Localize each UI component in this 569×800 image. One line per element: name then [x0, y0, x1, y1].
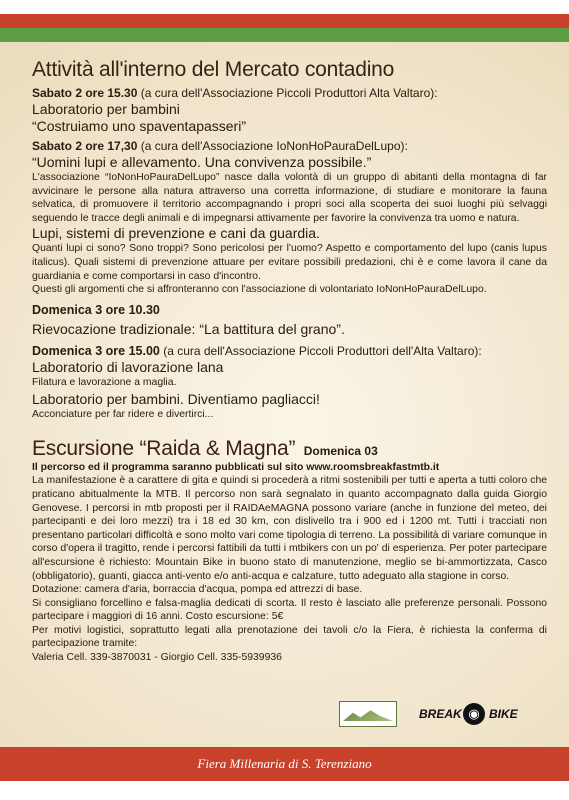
excursion-equipment: Dotazione: camera d'aria, borraccia d'acqua, pompa ed attrezzi di base.	[32, 584, 363, 596]
event-2-title-2: Lupi, sistemi di prevenzione e cani da guardia.	[32, 225, 320, 242]
event-2-description-3: Questi gli argomenti che si affronteranno con l'associazione di volontariato IoNonHoPauraDelLupo.	[32, 284, 487, 296]
event-2-header	[32, 139, 547, 154]
header-red-stripe	[0, 14, 569, 28]
excursion-booking: Per motivi logistici, soprattutto legati alla prenotazione dei tavoli c/o la Fiera, è richiesta la conferma di partecipazione tramite:	[32, 624, 547, 650]
event-3-title: Rievocazione tradizionale: “La battitura del grano”.	[32, 320, 345, 337]
event-2-description: L'associazione “IoNonHoPauraDelLupo” nasce dalla volontà di un gruppo di abitanti della montagna di far avvicinare le persone alla natura attraverso una corretta informazione, di studiare e monitorare la fauna selvatica, di promuovere il territorio accompagnando i propri soci alla scoperta dei suoi luoghi più selvaggi seguendo le tracce degli animali e di impegnarsi attivamente per favorire la convivenza tra uomo e natura.	[32, 172, 547, 224]
header-green-stripe	[0, 28, 569, 42]
event-4-subtitle: Filatura e lavorazione a maglia.	[32, 376, 177, 388]
mountain-icon	[343, 709, 393, 721]
section-title-excursion: Escursione “Raida & Magna”	[32, 436, 296, 460]
excursion-notes: Si consigliano forcellino e falsa-maglia dedicati di scorta. Il resto è lasciato alle preferenze personali. Possono partecipare i maggiori di 16 anni. Costo escursione: 5€	[32, 597, 547, 623]
excursion-website-note: Il percorso ed il programma saranno pubblicati sul sito www.roomsbreakfastmtb.it	[32, 461, 440, 473]
excursion-day: Domenica 03	[303, 443, 378, 458]
event-2-description-2: Quanti lupi ci sono? Sono troppi? Sono pericolosi per l'uomo? Aspetto e comportamento del lupo (canis lupus italicus). Quali sistemi di prevenzione attuare per evitare possibili predazioni, chi è e come lavora il cane da guardiania e come comportarsi in caso d'incontro.	[32, 243, 547, 282]
event-4-title: Laboratorio di lavorazione lana	[32, 358, 224, 375]
event-1-subtitle: “Costruiamo uno spaventapasseri”	[32, 118, 246, 134]
event-2-organizer: (a cura dell'Associazione IoNonHoPauraDelLupo):	[137, 139, 408, 153]
footer-banner: Fiera Millenaria di S. Terenziano	[0, 747, 569, 781]
flyer-content	[32, 58, 547, 665]
event-2-day: Sabato 2 ore 17,30	[32, 139, 138, 153]
event-1-organizer: (a cura dell'Associazione Piccoli Produttori Alta Valtaro):	[137, 86, 438, 100]
break-bike-logo-left: BREAK	[419, 707, 462, 721]
bike-icon: ◉	[463, 703, 485, 725]
event-4-subtitle-2: Acconciature per far ridere e divertirci...	[32, 408, 214, 420]
event-4-header	[32, 344, 547, 359]
section-title-excursion-row	[32, 437, 547, 461]
bottom-margin	[0, 781, 569, 800]
event-3-day: Domenica 3 ore 10.30	[32, 302, 160, 317]
top-margin	[0, 0, 569, 14]
excursion-contacts: Valeria Cell. 339-3870031 - Giorgio Cell. 335-5939936	[32, 652, 282, 664]
event-4-title-2: Laboratorio per bambini. Diventiamo pagliacci!	[32, 390, 320, 407]
event-4-day: Domenica 3 ore 15.00	[32, 343, 160, 358]
event-4-organizer: (a cura dell'Associazione Piccoli Produttori dell'Alta Valtaro):	[159, 343, 482, 358]
event-1-day: Sabato 2 ore 15.30	[32, 86, 138, 100]
event-1-header	[32, 86, 547, 101]
event-1-title: Laboratorio per bambini	[32, 101, 180, 117]
association-logo	[339, 701, 397, 727]
excursion-description: La manifestazione è a carattere di gita e quindi si procederà a ritmi sostenibili per tutti e aperta a tutti coloro che praticano abitualmente la MTB. Il percorso non sarà segnalato in quanto accompagnato dalla guida Giorgio Genovese. I percorsi in mtb proposti per il RAIDAeMAGNA possono variare (anche in funzione del meteo, dei partecipanti e dei loro mezzi) tra i 18 ed 30 km, con dislivello tra i 900 ed i 1200 mt. Tutti i tracciati non presentano particolari difficoltà e sono molto vari come tipologia di terreno. La possibilità di variare comunque in corso d'opera il tragitto, rende i percorsi fattibili da tutti i mtbikers con un po' di esperienza. Per poter partecipare all'escursione è richiesto: Mountain Bike in buono stato di manutenzione, meglio se bi-ammortizzata, Casco (obbligatorio), guanti, giacca anti-vento e/o anti-acqua e calzature, tutto adeguato alla stagione in corso.	[32, 475, 547, 582]
break-bike-logo	[419, 701, 525, 729]
break-bike-logo-right: BIKE	[489, 707, 518, 721]
section-title-activities: Attività all'interno del Mercato contadino	[32, 58, 395, 81]
event-2-title: “Uomini lupi e allevamento. Una convivenza possibile.”	[32, 154, 372, 170]
